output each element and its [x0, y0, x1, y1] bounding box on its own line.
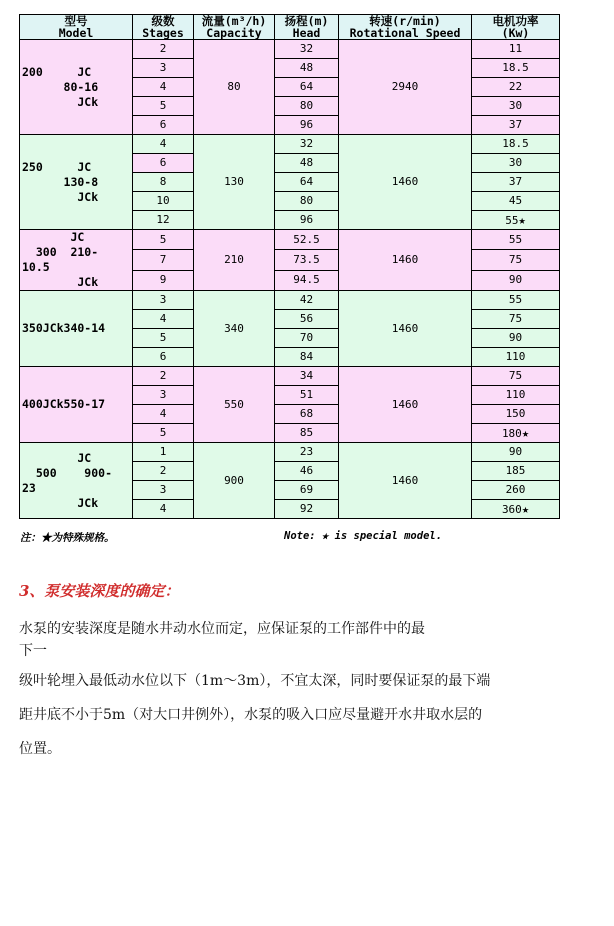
- stage-cell: 2: [133, 462, 194, 481]
- model-cell: [20, 443, 133, 519]
- stage-cell: 10: [133, 192, 194, 211]
- stage-cell: 5: [133, 230, 194, 250]
- stage-cell: 5: [133, 329, 194, 348]
- power-cell: [472, 40, 560, 59]
- power-cell: [472, 329, 560, 348]
- power-value: 260: [505, 483, 526, 496]
- speed-cell: 1460: [339, 291, 472, 367]
- power-value: 90: [508, 445, 523, 458]
- head-cell: 92: [275, 500, 339, 519]
- model-cell: [20, 135, 133, 230]
- power-cell: [472, 367, 560, 386]
- header-power: 电机功率 (Kw): [472, 15, 560, 40]
- power-cell: [472, 500, 560, 519]
- stage-cell: 12: [133, 211, 194, 230]
- special-star-icon: ★: [521, 501, 530, 516]
- capacity-cell: 130: [194, 135, 275, 230]
- power-value: 45: [508, 194, 523, 207]
- power-cell: [472, 424, 560, 443]
- stage-cell: 3: [133, 481, 194, 500]
- stage-cell: 5: [133, 97, 194, 116]
- stage-cell: 4: [133, 405, 194, 424]
- stage-cell: 7: [133, 250, 194, 270]
- model-line: JC: [22, 450, 92, 465]
- head-cell: 32: [275, 135, 339, 154]
- power-cell: [472, 78, 560, 97]
- model-line: JCk: [22, 275, 99, 289]
- head-cell: 80: [275, 192, 339, 211]
- table-row: [20, 367, 560, 386]
- paragraph-line: 位置。: [19, 741, 61, 757]
- model-line: JCk: [22, 495, 99, 510]
- head-cell: 56: [275, 310, 339, 329]
- head-cell: 42: [275, 291, 339, 310]
- head-cell: 46: [275, 462, 339, 481]
- stage-cell: 3: [133, 386, 194, 405]
- capacity-cell: 340: [194, 291, 275, 367]
- power-cell: [472, 59, 560, 78]
- model-line: 130-8: [22, 174, 99, 189]
- head-cell: 96: [275, 116, 339, 135]
- head-cell: 48: [275, 59, 339, 78]
- stage-cell: 4: [133, 500, 194, 519]
- power-value: 110: [505, 350, 526, 363]
- model-line: 10.5: [22, 260, 50, 274]
- power-cell: [472, 173, 560, 192]
- stage-cell: 2: [133, 367, 194, 386]
- power-value: 37: [508, 175, 523, 188]
- head-cell: 32: [275, 40, 339, 59]
- model-cell: [20, 230, 133, 291]
- head-cell: 34: [275, 367, 339, 386]
- head-cell: 96: [275, 211, 339, 230]
- table-row: [20, 443, 560, 462]
- table-header-row: [20, 15, 560, 40]
- model-cell: [20, 367, 133, 443]
- special-star-icon: ★: [521, 425, 530, 440]
- power-value: 18.5: [502, 137, 529, 150]
- stage-cell: 9: [133, 270, 194, 290]
- power-value: 30: [508, 156, 523, 169]
- head-cell: 52.5: [275, 230, 339, 250]
- power-cell: [472, 405, 560, 424]
- head-cell: 69: [275, 481, 339, 500]
- power-value: 75: [508, 312, 523, 325]
- power-value: 22: [508, 80, 523, 93]
- model-line: 500 900-: [22, 465, 113, 480]
- table-row: [20, 230, 560, 250]
- model-line: JCk: [22, 94, 99, 109]
- head-cell: 64: [275, 173, 339, 192]
- capacity-cell: 80: [194, 40, 275, 135]
- speed-cell: 1460: [339, 367, 472, 443]
- paragraph-line: 级叶轮埋入最低动水位以下（1m～3m），不宜太深，同时要保证泵的最下端: [19, 673, 491, 689]
- model-line: JC: [22, 230, 85, 244]
- header-capacity: 流量(m³/h) Capacity: [194, 15, 275, 40]
- power-value: 55: [505, 213, 519, 227]
- header-head: 扬程(m) Head: [275, 15, 339, 40]
- power-cell: [472, 116, 560, 135]
- power-value: 30: [508, 99, 523, 112]
- power-value: 180: [501, 426, 522, 440]
- stage-cell: 6: [133, 116, 194, 135]
- power-cell: [472, 270, 560, 290]
- header-speed: 转速(r/min) Rotational Speed: [339, 15, 472, 40]
- table-row: [20, 135, 560, 154]
- power-value: 90: [508, 273, 523, 287]
- power-value: 110: [505, 388, 526, 401]
- table-row: [20, 40, 560, 59]
- model-cell: [20, 291, 133, 367]
- special-star-icon: ★: [518, 212, 526, 227]
- pump-spec-table: [19, 14, 560, 519]
- head-cell: 23: [275, 443, 339, 462]
- head-cell: 85: [275, 424, 339, 443]
- power-cell: [472, 386, 560, 405]
- model-cell: [20, 40, 133, 135]
- power-value: 75: [508, 252, 523, 266]
- stage-cell: 1: [133, 443, 194, 462]
- stage-cell: 3: [133, 59, 194, 78]
- power-value: 150: [505, 407, 526, 420]
- power-cell: [472, 211, 560, 230]
- model-line: 400JCk550-17: [22, 397, 106, 411]
- power-cell: [472, 97, 560, 116]
- paragraph-line: 下一: [19, 643, 47, 659]
- speed-cell: 1460: [339, 230, 472, 291]
- head-cell: 48: [275, 154, 339, 173]
- header-stages: 级数 Stages: [133, 15, 194, 40]
- note-en: Note: ★ is special model.: [284, 530, 443, 542]
- model-line: JCk: [22, 189, 99, 204]
- model-line: 250 JC: [22, 159, 92, 174]
- stage-cell: 4: [133, 310, 194, 329]
- stage-cell: 4: [133, 135, 194, 154]
- header-model: 型号 Model: [20, 15, 133, 40]
- model-line: 23: [22, 480, 36, 495]
- table-row: [20, 291, 560, 310]
- power-value: 11: [508, 42, 523, 55]
- power-cell: [472, 230, 560, 250]
- power-cell: [472, 291, 560, 310]
- power-value: 360: [501, 502, 522, 516]
- power-cell: [472, 481, 560, 500]
- power-value: 185: [505, 464, 526, 477]
- model-line: 80-16: [22, 79, 99, 94]
- power-value: 55: [508, 232, 523, 246]
- power-cell: [472, 462, 560, 481]
- stage-cell: 5: [133, 424, 194, 443]
- capacity-cell: 550: [194, 367, 275, 443]
- power-cell: [472, 154, 560, 173]
- head-cell: 94.5: [275, 270, 339, 290]
- head-cell: 80: [275, 97, 339, 116]
- model-line: 200 JC: [22, 64, 92, 79]
- power-cell: [472, 135, 560, 154]
- head-cell: 51: [275, 386, 339, 405]
- capacity-cell: 900: [194, 443, 275, 519]
- paragraph-line: 距井底不小于5m（对大口井例外），水泵的吸入口应尽量避开水井取水层的: [19, 707, 483, 723]
- power-value: 18.5: [502, 61, 529, 74]
- head-cell: 70: [275, 329, 339, 348]
- head-cell: 73.5: [275, 250, 339, 270]
- power-cell: [472, 250, 560, 270]
- head-cell: 64: [275, 78, 339, 97]
- power-value: 90: [508, 331, 523, 344]
- model-line: 350JCk340-14: [22, 321, 106, 335]
- power-value: 37: [508, 118, 523, 131]
- speed-cell: 1460: [339, 443, 472, 519]
- power-cell: [472, 192, 560, 211]
- stage-cell: 2: [133, 40, 194, 59]
- capacity-cell: 210: [194, 230, 275, 291]
- power-value: 55: [508, 293, 523, 306]
- stage-cell: 3: [133, 291, 194, 310]
- power-cell: [472, 310, 560, 329]
- head-cell: 84: [275, 348, 339, 367]
- stage-cell: 6: [133, 154, 194, 173]
- speed-cell: 2940: [339, 40, 472, 135]
- power-value: 75: [508, 369, 523, 382]
- model-line: 300 210-: [22, 245, 99, 259]
- head-cell: 68: [275, 405, 339, 424]
- speed-cell: 1460: [339, 135, 472, 230]
- paragraph-line: 水泵的安装深度是随水井动水位而定，应保证泵的工作部件中的最: [19, 621, 425, 637]
- stage-cell: 6: [133, 348, 194, 367]
- note-cn: 注：★为特殊规格。: [20, 532, 115, 544]
- stage-cell: 8: [133, 173, 194, 192]
- power-cell: [472, 443, 560, 462]
- power-cell: [472, 348, 560, 367]
- section-heading: 3、泵安装深度的确定：: [19, 582, 180, 600]
- stage-cell: 4: [133, 78, 194, 97]
- table-body: [20, 40, 560, 519]
